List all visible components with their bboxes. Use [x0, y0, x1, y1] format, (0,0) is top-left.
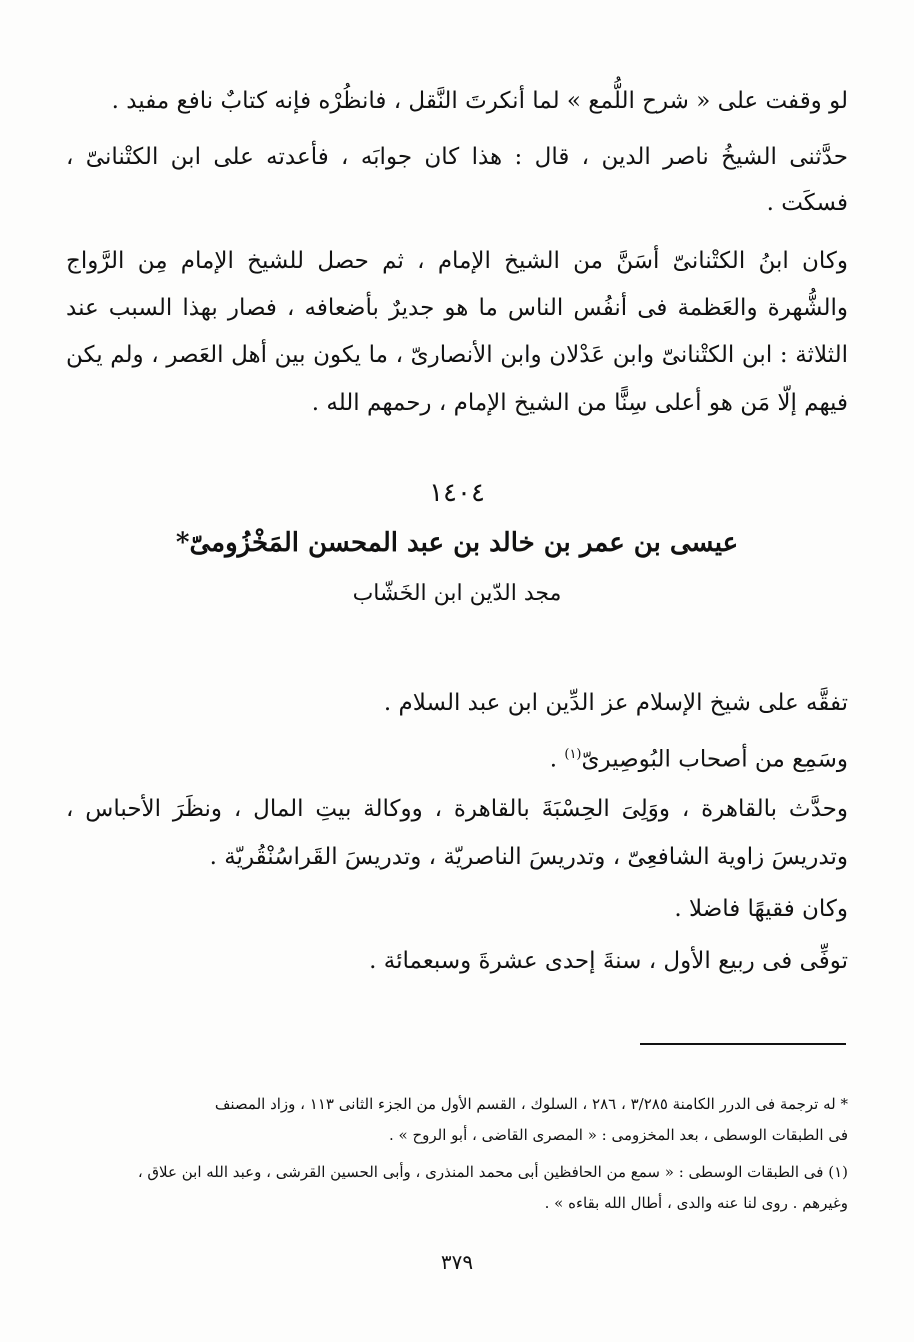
- text-line: فسكَت .: [766, 190, 848, 216]
- bio-line: وتدريسَ زاوية الشافعِىّ ، وتدريسَ الناصريّة ، وتدريسَ القَراسُنْقُريّة .: [209, 844, 848, 870]
- bio-line: وحدَّث بالقاهرة ، ووَلِىَ الحِسْبَةَ بالقاهرة ، ووكالة بيتِ المال ، ونظَرَ الأحباس ،: [66, 796, 848, 822]
- footnote-divider: [640, 1043, 846, 1045]
- text-line: الثلاثة : ابن الكتْنانىّ وابن عَدْلان وابن الأنصارىّ ، ما يكون بين أهل العَصر ، ولم يكن: [66, 342, 848, 368]
- footnote-line: * له ترجمة فى الدرر الكامنة ٣/٢٨٥ ، ٢٨٦ ، السلوك ، القسم الأول من الجزء الثانى ١١٣ ، وزاد المصنف: [214, 1095, 848, 1113]
- entry-name: عيسى بن عمر بن خالد بن عبد المحسن المَخْزُومىّ*: [175, 528, 739, 558]
- text-line: والشُّهرة والعَظمة فى أنفُس الناس ما هو جديرٌ بأضعافه ، فصار بهذا السبب عند: [66, 295, 848, 321]
- entry-number: ١٤٠٤: [429, 478, 485, 508]
- footnote-ref: (١): [564, 747, 582, 762]
- text-line: حدَّثنى الشيخُ ناصر الدين ، قال : هذا كان جوابَه ، فأعدته على ابن الكتْنانىّ ،: [66, 144, 848, 170]
- text-line: وكان ابنُ الكتْنانىّ أسَنَّ من الشيخ الإمام ، ثم حصل للشيخ الإمام مِن الرَّواج: [66, 248, 848, 274]
- footnote-line: فى الطبقات الوسطى ، بعد المخزومى : « المصرى القاضى ، أبو الروح » .: [388, 1126, 848, 1144]
- footnote-line: وغيرهم . روى لنا عنه والدى ، أطال الله بقاءه » .: [544, 1194, 848, 1212]
- text-line: لو وقفت على « شرح اللُّمع » لما أنكرتَ النَّقل ، فانظُرْه فإنه كتابٌ نافع مفيد .: [111, 88, 848, 114]
- bio-line: تفقَّه على شيخ الإسلام عز الدِّين ابن عبد السلام .: [383, 690, 848, 716]
- bio-line: [66, 738, 848, 777]
- bio-line: وكان فقيهًا فاضلا .: [674, 896, 848, 922]
- bio-line-text: وسَمِع من أصحاب البُوصِيرىّ: [581, 746, 848, 773]
- text-line: فيهم إلّا مَن هو أعلى سِنًّا من الشيخ الإمام ، رحمهم الله .: [311, 390, 848, 416]
- bio-line: توفِّى فى ربيع الأول ، سنةَ إحدى عشرةَ وسبعمائة .: [369, 948, 848, 974]
- entry-laqab: مجد الدّين ابن الخَشّاب: [352, 581, 562, 606]
- page-number: ٣٧٩: [440, 1250, 474, 1274]
- bio-line-end: .: [549, 746, 565, 773]
- footnote-line: (١) فى الطبقات الوسطى : « سمع من الحافظين أبى محمد المنذرى ، وأبى الحسين القرشى ، وعبد الله ابن علاق ،: [137, 1163, 848, 1181]
